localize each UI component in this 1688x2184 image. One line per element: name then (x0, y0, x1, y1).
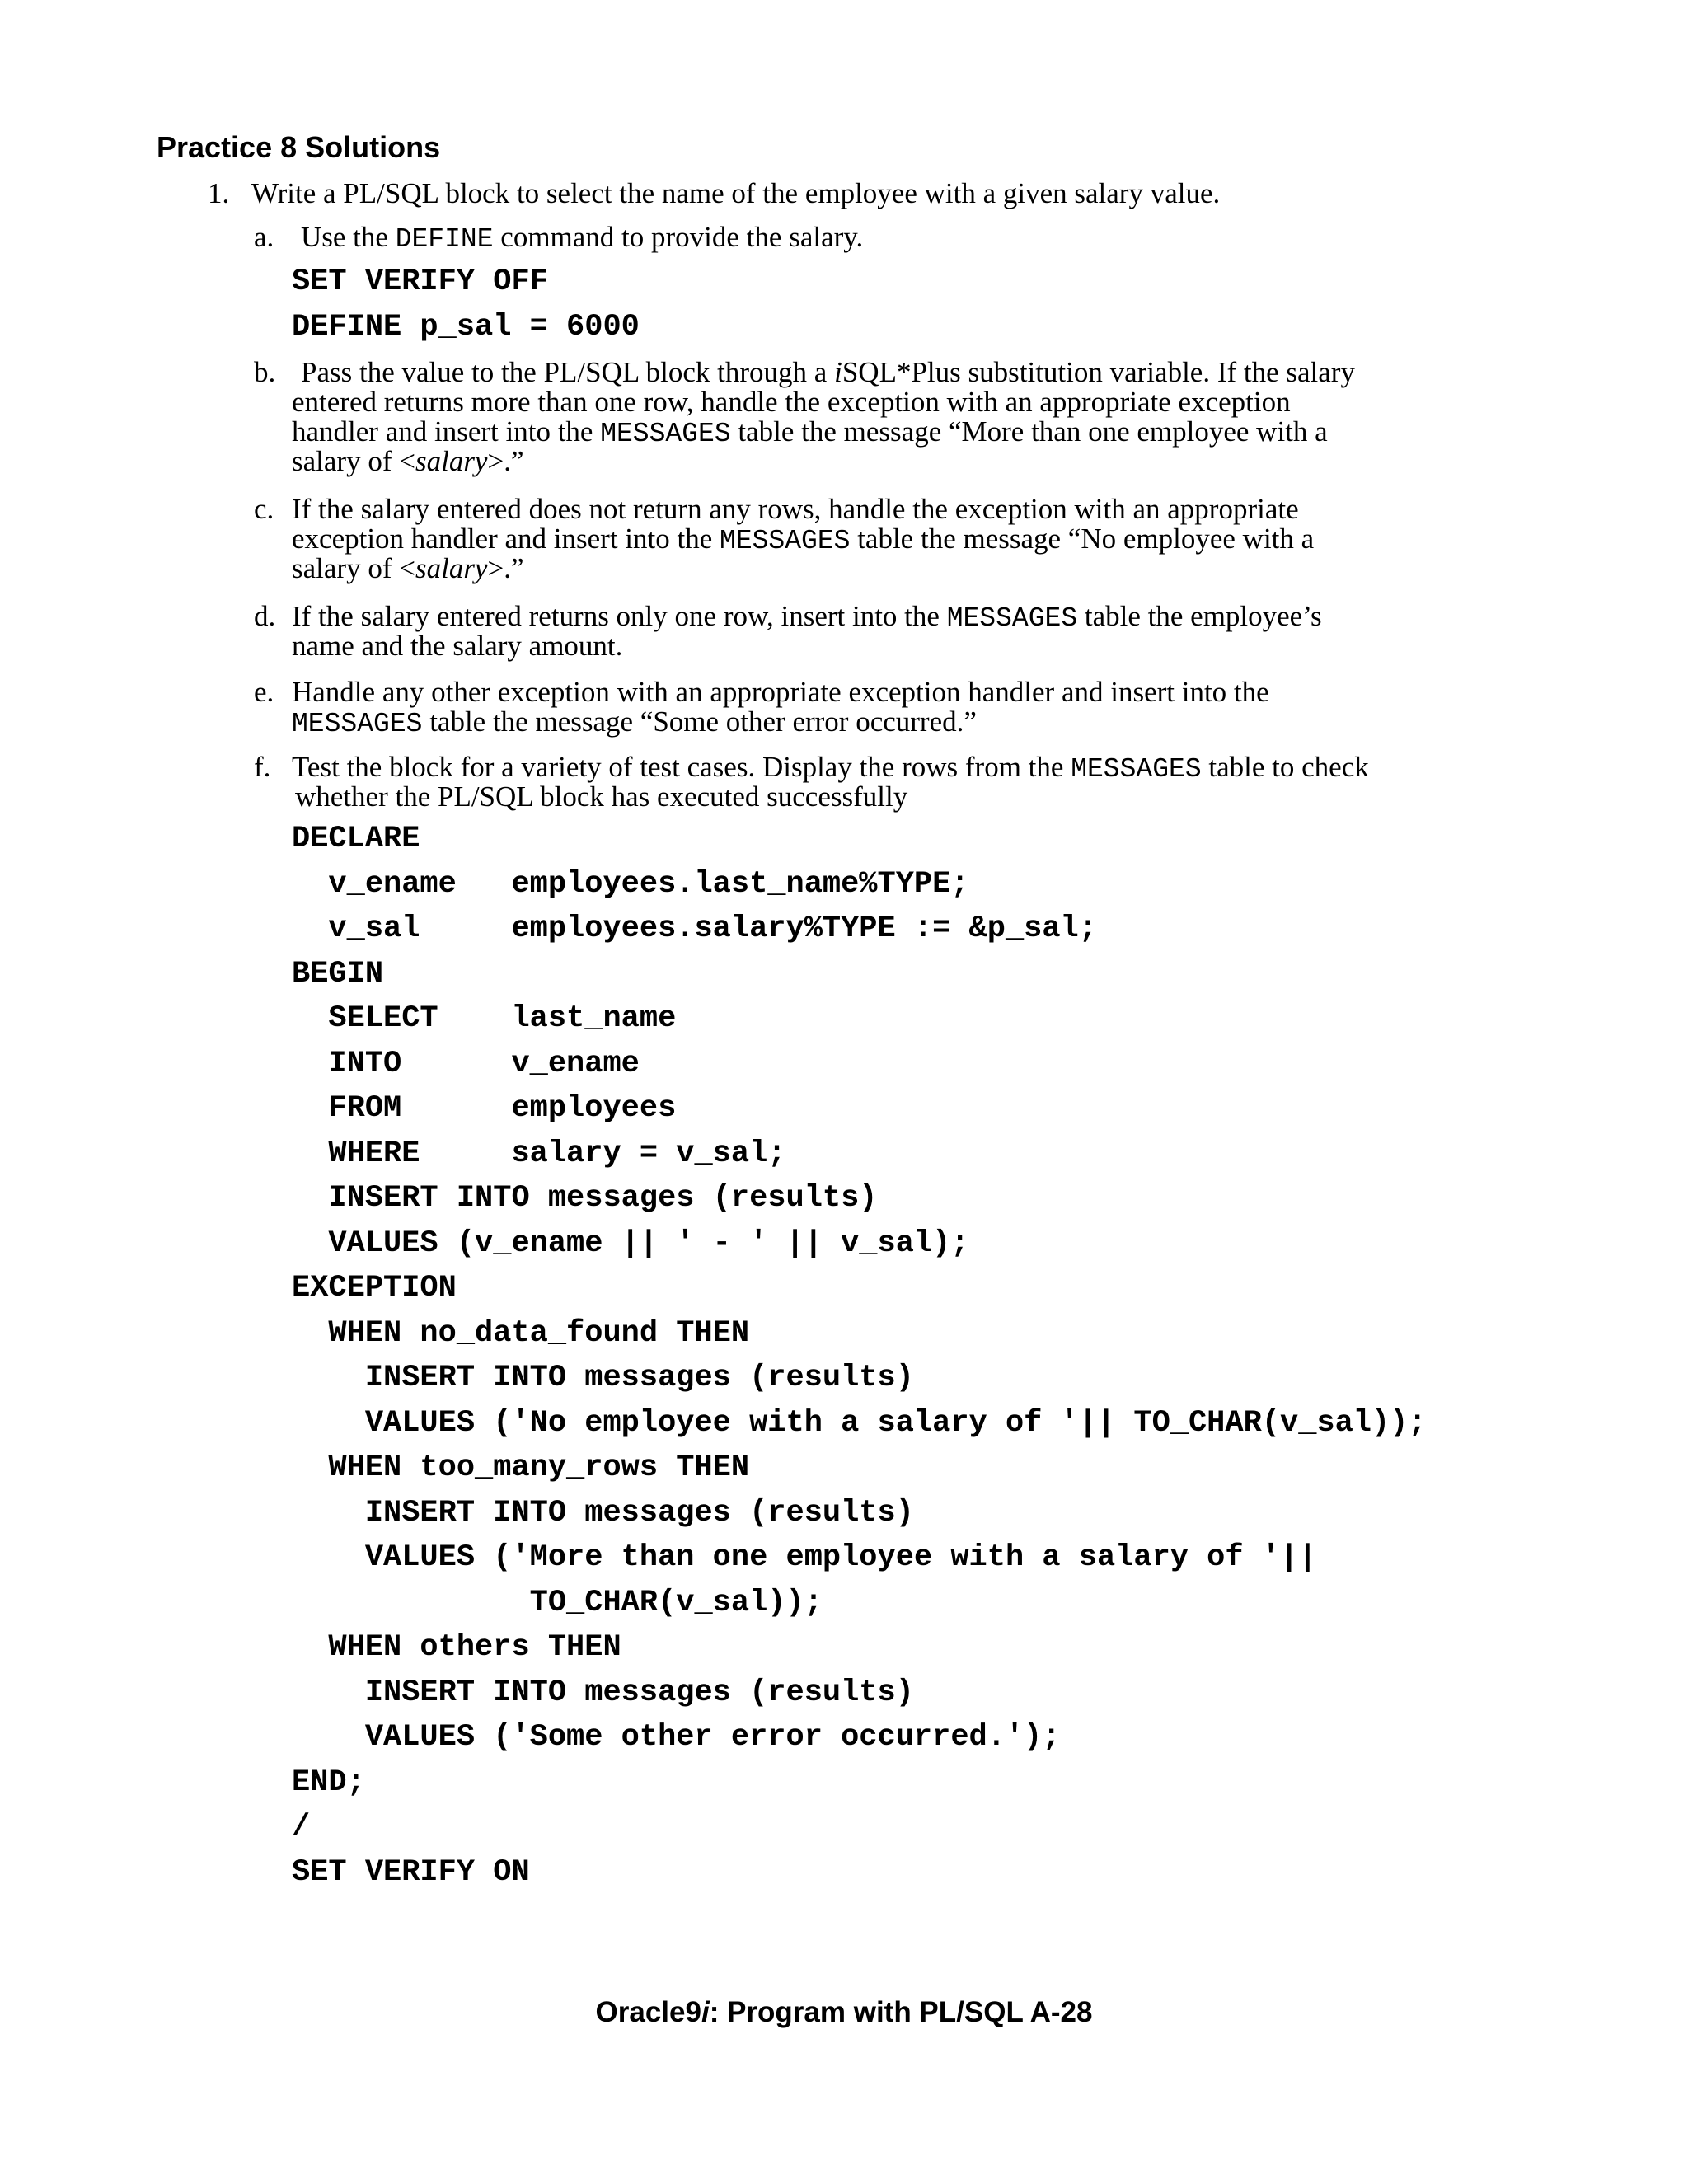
item-c-marker: c. (254, 493, 274, 525)
item-f-line-1-post: table to check (1201, 751, 1369, 783)
code-line: SELECT last_name (292, 1001, 677, 1036)
item-f-line-2: whether the PL/SQL block has executed successfully (295, 780, 908, 813)
code-line: INSERT INTO messages (results) (292, 1361, 914, 1395)
item-b-line-1-post: SQL*Plus substitution variable. If the salary (842, 356, 1355, 388)
messages-table-name: MESSAGES (292, 709, 423, 739)
item-1-marker: 1. (208, 177, 230, 209)
salary-placeholder: salary (415, 445, 488, 477)
code-line: DECLARE (292, 822, 420, 856)
messages-table-name: MESSAGES (946, 603, 1078, 634)
code-line: FROM employees (292, 1091, 677, 1126)
item-e-marker: e. (254, 676, 274, 708)
item-e-line-1: Handle any other exception with an appropriate exception handler and insert into the (292, 676, 1269, 708)
page-footer (0, 1996, 1688, 2029)
item-c-line-3-post: >.” (487, 552, 524, 584)
item-b-line-1-ital: i (834, 356, 842, 388)
messages-table-name: MESSAGES (1071, 754, 1202, 785)
item-a-text-pre: Use the (301, 221, 396, 253)
code-line: INSERT INTO messages (results) (292, 1675, 914, 1710)
item-d-marker: d. (254, 600, 276, 632)
messages-table-name: MESSAGES (720, 526, 851, 556)
item-e-line-2 (292, 707, 977, 739)
item-c-line-2-pre: exception handler and insert into the (292, 523, 720, 555)
item-d-line-2: name and the salary amount. (292, 630, 623, 662)
item-b-line-3-post: table the message “More than one employee with a (730, 415, 1328, 448)
code-line: INSERT INTO messages (results) (292, 1181, 878, 1216)
item-a-marker: a. (254, 221, 274, 253)
item-e-line-2-post: table the message “Some other error occurred.” (422, 705, 977, 738)
code-line-set-verify-off: SET VERIFY OFF (292, 265, 548, 299)
code-line: END; (292, 1765, 365, 1800)
footer-post: : Program with PL/SQL A-28 (709, 1996, 1093, 2028)
item-b-line-4 (292, 447, 524, 476)
code-line: SET VERIFY ON (292, 1855, 530, 1890)
code-line: BEGIN (292, 957, 384, 991)
code-line: VALUES (v_ename || ' - ' || v_sal); (292, 1226, 969, 1261)
code-line: VALUES ('Some other error occurred.'); (292, 1720, 1061, 1755)
item-d-line-1-pre: If the salary entered returns only one row, insert into the (292, 600, 947, 632)
item-f-marker: f. (254, 751, 271, 783)
item-b-line-3-pre: handler and insert into the (292, 415, 601, 448)
item-f-line-1-pre: Test the block for a variety of test cases. Display the rows from the (292, 751, 1071, 783)
item-d-line-1-post: table the employee’s (1077, 600, 1322, 632)
code-line: INTO v_ename (292, 1047, 640, 1081)
code-line: v_ename employees.last_name%TYPE; (292, 867, 969, 902)
code-line: INSERT INTO messages (results) (292, 1496, 914, 1530)
code-line: VALUES ('No employee with a salary of '|| TO_CHAR(v_sal)); (292, 1406, 1427, 1441)
code-line: v_sal employees.salary%TYPE := &p_sal; (292, 912, 1097, 946)
item-b-line-2: entered returns more than one row, handle the exception with an appropriate exception (292, 386, 1291, 418)
salary-placeholder: salary (415, 552, 488, 584)
code-line-define-psal: DEFINE p_sal = 6000 (292, 310, 640, 344)
define-keyword: DEFINE (395, 224, 494, 255)
item-b-line-1 (301, 358, 1355, 387)
item-b-line-4-post: >.” (487, 445, 524, 477)
item-1-text: Write a PL/SQL block to select the name of the employee with a given salary value. (251, 177, 1221, 209)
item-a-text (301, 223, 863, 255)
item-b-line-1-pre: Pass the value to the PL/SQL block through a (301, 356, 835, 388)
footer-ital: i (701, 1996, 710, 2028)
messages-table-name: MESSAGES (600, 419, 731, 449)
item-b-line-4-pre: salary of < (292, 445, 415, 477)
code-line: / (292, 1810, 311, 1844)
code-line: WHEN too_many_rows THEN (292, 1451, 750, 1485)
item-b-marker: b. (254, 356, 276, 388)
item-a-text-post: command to provide the salary. (493, 221, 864, 253)
item-c-line-2-post: table the message “No employee with a (850, 523, 1315, 555)
page-heading: Practice 8 Solutions (157, 130, 441, 164)
footer-pre: Oracle9 (595, 1996, 701, 2028)
item-c-line-1: If the salary entered does not return any rows, handle the exception with an appropriate (292, 493, 1299, 525)
item-c-line-3 (292, 554, 524, 583)
code-line: TO_CHAR(v_sal)); (292, 1586, 823, 1620)
item-c-line-3-pre: salary of < (292, 552, 415, 584)
code-line: WHEN no_data_found THEN (292, 1316, 750, 1351)
code-line: WHEN others THEN (292, 1630, 621, 1665)
code-line: WHERE salary = v_sal; (292, 1137, 786, 1171)
code-line: EXCEPTION (292, 1271, 457, 1305)
code-line: VALUES ('More than one employee with a salary of '|| (292, 1540, 1317, 1575)
